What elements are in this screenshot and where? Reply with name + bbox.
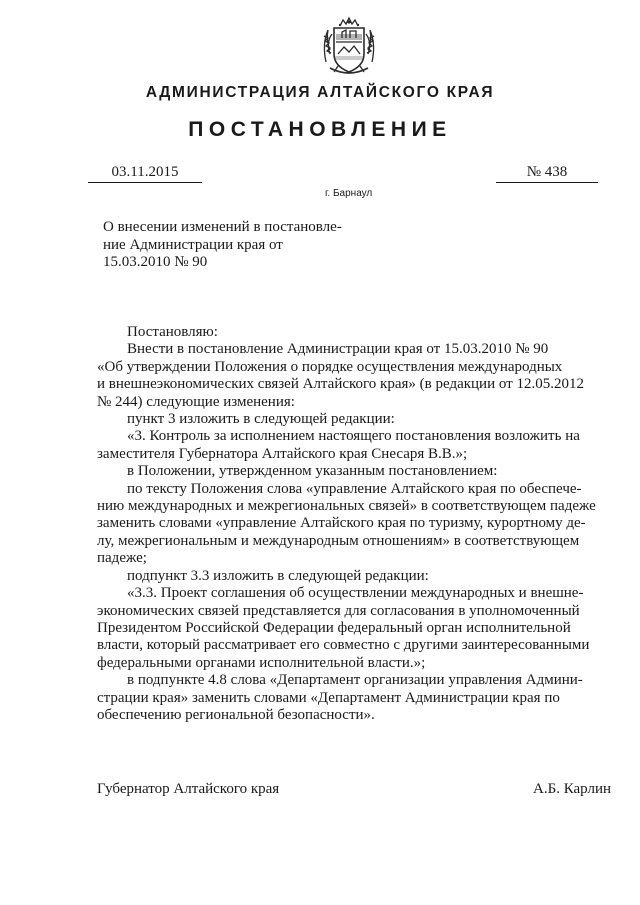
subject-line: ние Администрации края от bbox=[103, 236, 283, 253]
signer-position: Губернатор Алтайского края bbox=[97, 781, 280, 797]
body-line: власти, который рассматривает его совместно с другими заинтересованными bbox=[97, 637, 590, 654]
body-line: пункт 3 изложить в следующей редакции: bbox=[97, 411, 395, 428]
signer-name: А.Б. Карлин bbox=[533, 781, 612, 797]
body-line: «3. Контроль за исполнением настоящего постановления возложить на bbox=[97, 428, 580, 445]
body-line: № 244) следующие изменения: bbox=[97, 393, 295, 410]
document-date: 03.11.2015 bbox=[88, 164, 202, 183]
body-line: падеже; bbox=[97, 550, 147, 567]
coat-of-arms-icon bbox=[316, 14, 382, 80]
body-line: и внешнеэкономических связей Алтайского края» (в редакции от 12.05.2012 bbox=[97, 376, 584, 393]
document-subject bbox=[103, 219, 383, 272]
body-line: в подпункте 4.8 слова «Департамент организации управления Админи- bbox=[97, 672, 583, 689]
body-line: страции края» заменить словами «Департамент Администрации края по bbox=[97, 689, 560, 706]
document-type: ПОСТАНОВЛЕНИЕ bbox=[188, 118, 452, 141]
body-line: федеральными органами исполнительной власти.»; bbox=[97, 654, 426, 671]
subject-line: О внесении изменений в постановле- bbox=[103, 219, 342, 235]
subject-line: 15.03.2010 № 90 bbox=[103, 254, 208, 270]
document-body bbox=[97, 324, 613, 724]
body-line: заместителя Губернатора Алтайского края Снесаря В.В.»; bbox=[97, 445, 468, 462]
body-line: экономических связей представляется для согласования в уполномоченный bbox=[97, 602, 580, 619]
body-line: заменить словами «управление Алтайского края по туризму, курортному де- bbox=[97, 515, 586, 532]
body-line: подпункт 3.3 изложить в следующей редакции: bbox=[97, 567, 429, 584]
document-city: г. Барнаул bbox=[325, 188, 373, 199]
body-line: обеспечению региональной безопасности». bbox=[97, 706, 375, 723]
body-line: лу, межрегиональным и международным отношениям» в соответствующем bbox=[97, 532, 580, 549]
body-line: Президентом Российской Федерации федеральный орган исполнительной bbox=[97, 619, 571, 636]
body-line: Постановляю: bbox=[97, 324, 218, 340]
body-line: по тексту Положения слова «управление Алтайского края по обеспече- bbox=[97, 480, 582, 497]
body-line: «3.3. Проект соглашения об осуществлении международных и внешне- bbox=[97, 585, 584, 602]
body-line: Внести в постановление Администрации края от 15.03.2010 № 90 bbox=[97, 341, 549, 358]
agency-name: АДМИНИСТРАЦИЯ АЛТАЙСКОГО КРАЯ bbox=[145, 84, 495, 101]
document-number: № 438 bbox=[496, 164, 598, 183]
body-line: «Об утверждении Положения о порядке осуществления международных bbox=[97, 358, 563, 375]
body-line: нию международных и межрегиональных связей» в соответствующем падеже bbox=[97, 498, 596, 515]
body-line: в Положении, утвержденном указанным постановлением: bbox=[97, 463, 498, 480]
